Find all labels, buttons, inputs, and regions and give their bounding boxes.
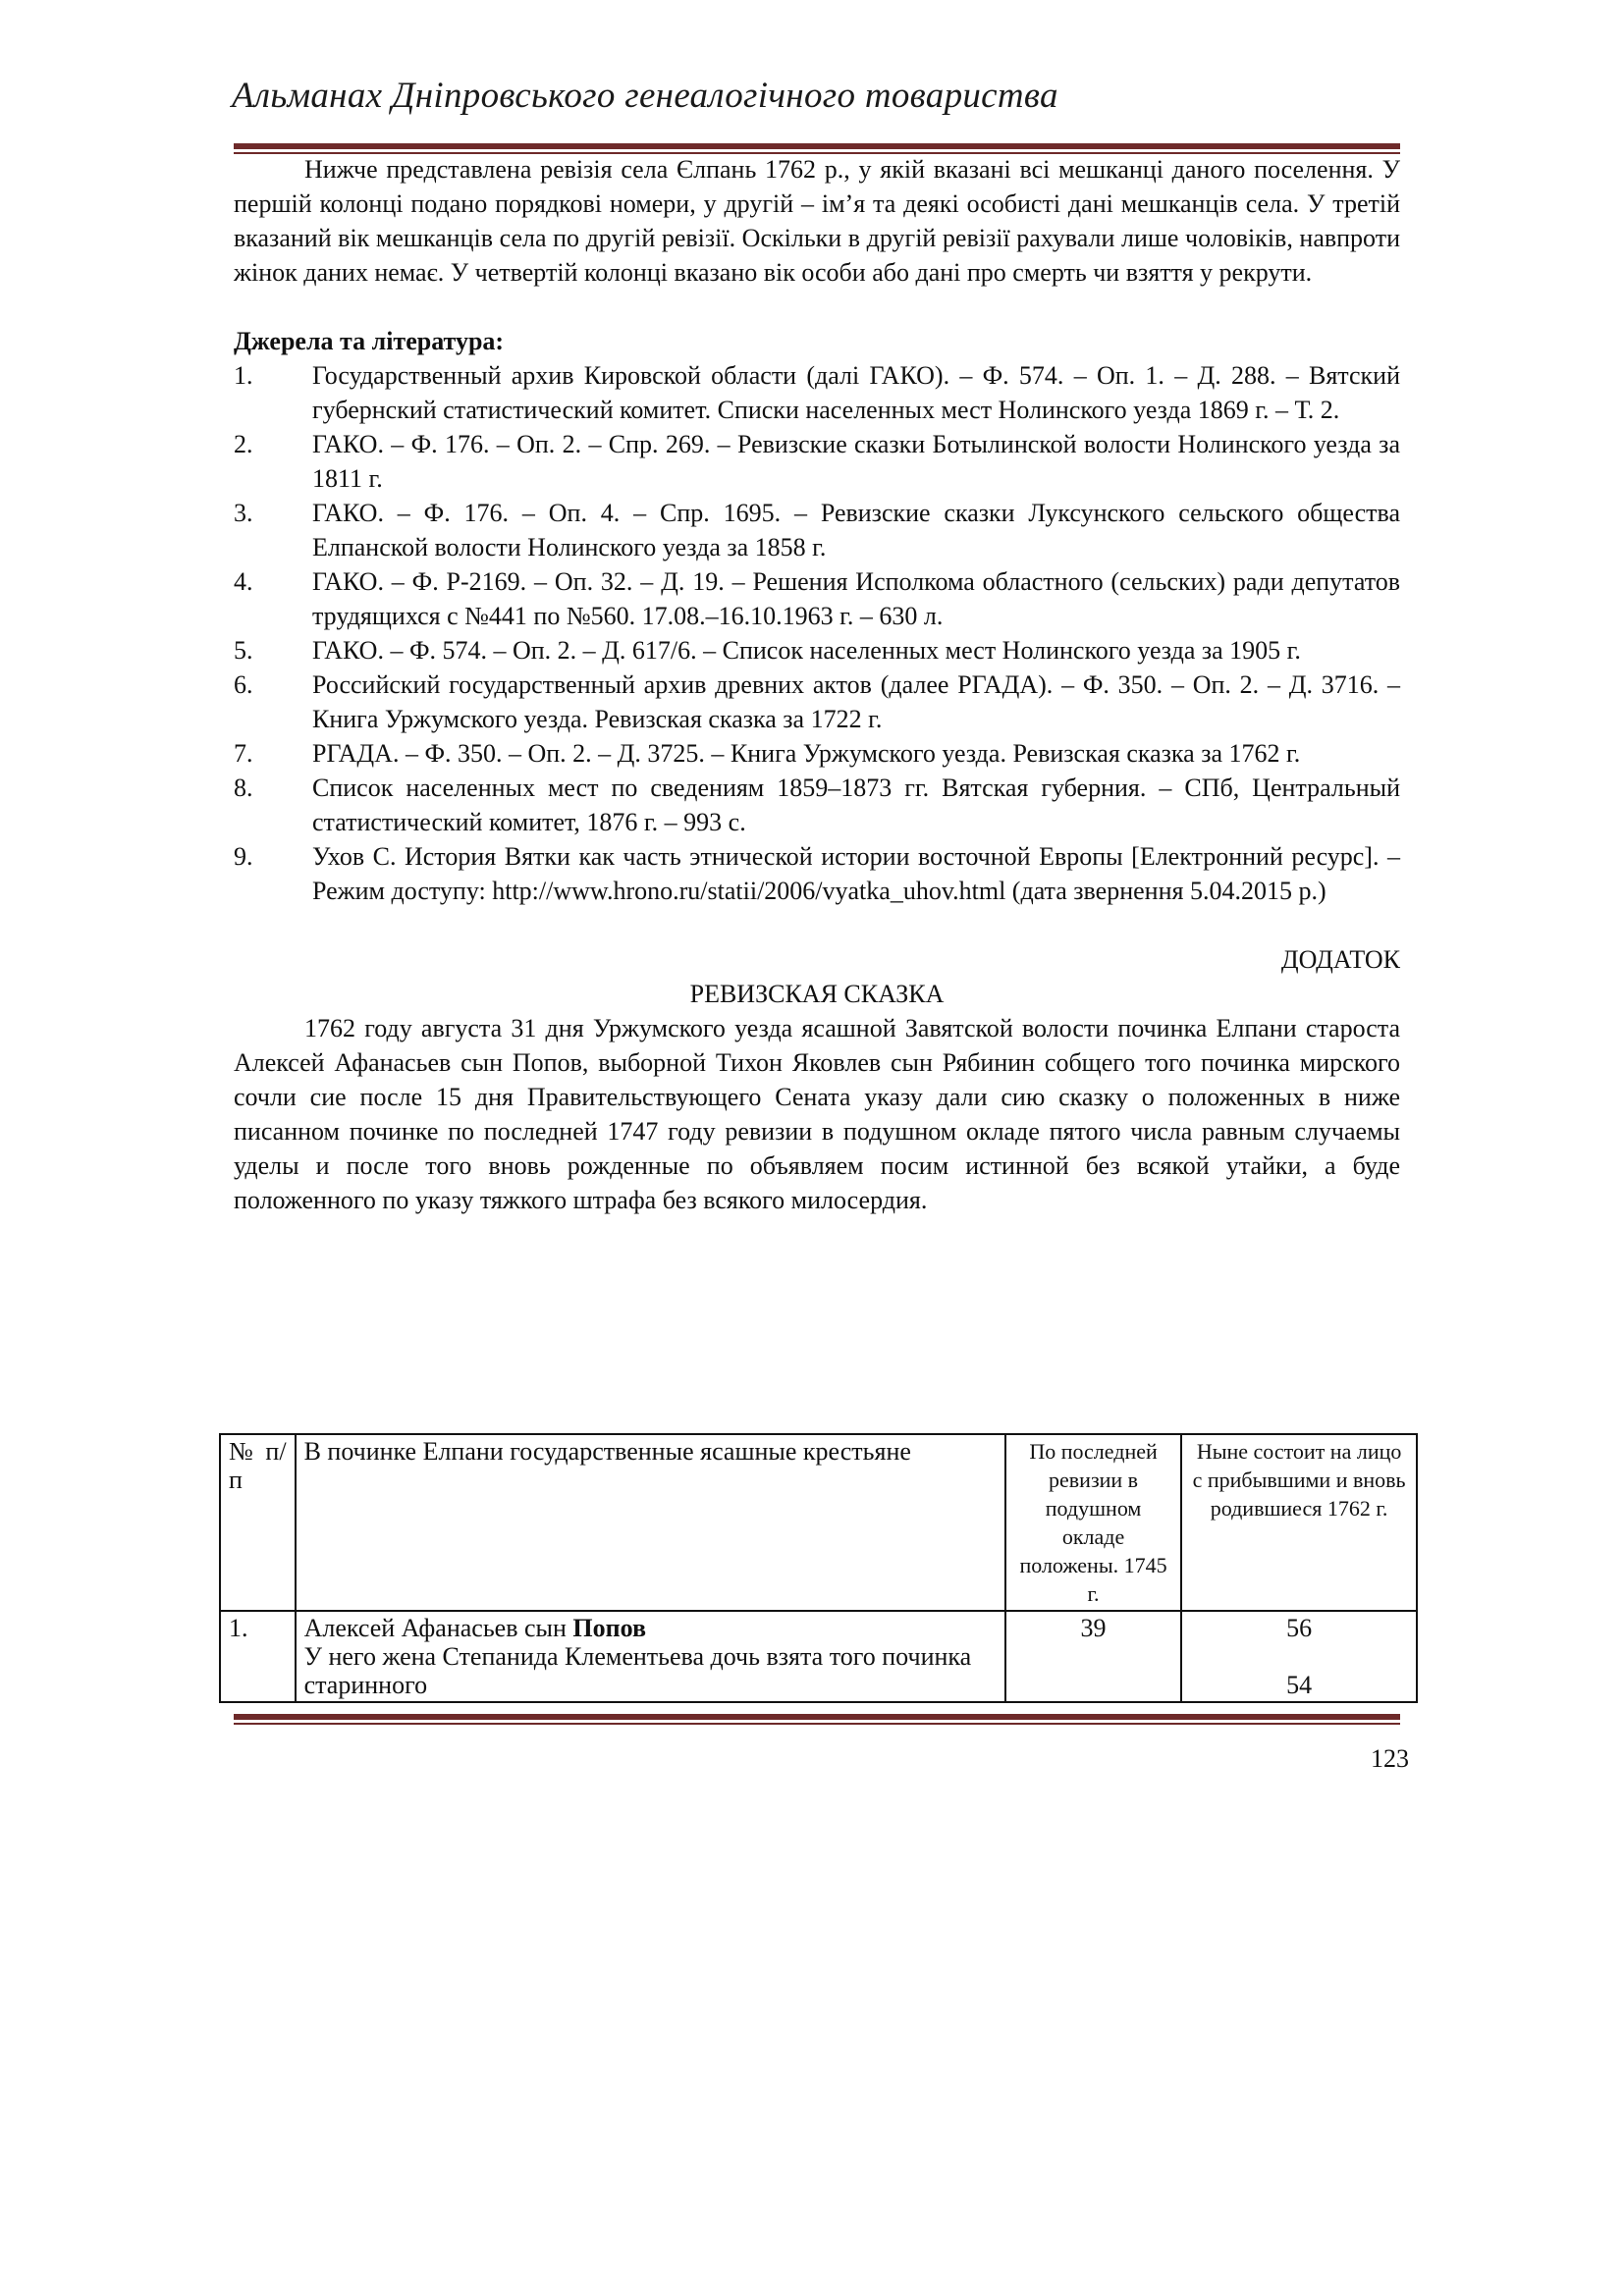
list-item (234, 564, 1400, 633)
list-item (234, 496, 1400, 564)
now1762-value: 56 (1286, 1614, 1313, 1642)
header-name: В починке Елпани государственные ясашные крестьяне (296, 1434, 1005, 1611)
header-num: № п/п (220, 1434, 296, 1611)
reference-text: ГАКО. – Ф. Р-2169. – Оп. 32. – Д. 19. – Решения Исполкома областного (сельских) ради депутатов трудящихся с №441 по №560. 17.08.–16.10.1963 г. – 630 л. (312, 567, 1400, 630)
page-content (234, 152, 1400, 1217)
table-header-row (220, 1434, 1417, 1611)
appendix-label: ДОДАТОК (1280, 945, 1400, 974)
spacer (1190, 1642, 1408, 1671)
person-name: Алексей Афанасьев сын (303, 1614, 573, 1642)
row-now1762 (1181, 1611, 1417, 1702)
now1762-sub-value: 54 (1286, 1671, 1313, 1699)
running-title: Альманах Дніпровського генеалогічного товариства (232, 76, 1058, 116)
reference-text: Ухов С. История Вятки как часть этнической истории восточной Европы [Електронний ресурс]. – Режим доступу: http://www.hrono.ru/statii/2006/vyatka_uhov.html (дата звернення 5.04.2015 р.) (312, 842, 1400, 905)
reference-number: 1. (234, 361, 253, 390)
person-surname: Попов (572, 1614, 647, 1642)
sources-title: Джерела та література: (234, 327, 505, 355)
list-item (234, 839, 1400, 908)
reference-number: 4. (234, 567, 253, 596)
reference-text: Список населенных мест по сведениям 1859–1873 гг. Вятская губерния. – СПб, Центральный статистический комитет, 1876 г. – 993 с. (312, 774, 1400, 836)
reference-text: Российский государственный архив древних актов (далее РГАДА). – Ф. 350. – Оп. 2. – Д. 3716. – Книга Уржумского уезда. Ревизская сказка за 1722 г. (312, 670, 1400, 733)
appendix-title: РЕВИЗСКАЯ СКАЗКА (689, 980, 945, 1008)
census-table (219, 1433, 1418, 1703)
list-item (234, 358, 1400, 427)
page-number: 123 (1371, 1744, 1409, 1773)
reference-number: 9. (234, 842, 253, 871)
row-rev1745: 39 (1005, 1611, 1181, 1702)
reference-number: 5. (234, 636, 253, 665)
reference-text: РГАДА. – Ф. 350. – Оп. 2. – Д. 3725. – Книга Уржумского уезда. Ревизская сказка за 1762 г. (312, 739, 1301, 768)
reference-number: 8. (234, 774, 253, 802)
sources-list (234, 358, 1400, 908)
appendix-paragraph: 1762 году августа 31 дня Уржумского уезда ясашной Завятской волости починка Елпани староста Алексей Афанасьев сын Попов, выборной Тихон Яковлев сын Рябинин собщего того починка мирского сочли сие после 15 дня Правительствующего Сената указу дали сию сказку о положенных в ниже писанном починке по последней 1747 году ревизии в подушном окладе пятого числа равным случаемы уделы и после того вновь рожденные по объявляем посим истинной без всякой утайки, а буде положенного по указу тяжкого штрафа без всякого милосердия. (234, 1014, 1400, 1214)
reference-number: 3. (234, 499, 253, 527)
reference-number: 2. (234, 430, 253, 458)
reference-number: 6. (234, 670, 253, 699)
intro-paragraph: Нижче представлена ревізія села Єлпань 1762 р., у якій вказані всі мешканці даного поселення. У першій колонці подано порядкові номери, у другій – ім’я та деякі особисті дані мешканців села. У третій вказаний вік мешканців села по другій ревізії. Оскільки в другій ревізії рахували лише чоловіків, навпроти жінок даних немає. У четвертій колонці вказано вік особи або дані про смерть чи взяття у рекрути. (234, 155, 1400, 287)
header-now1762: Ныне состоит на лицо с прибывшими и вновь родившиеся 1762 г. (1181, 1434, 1417, 1611)
list-item (234, 667, 1400, 736)
reference-number: 7. (234, 739, 253, 768)
row-num: 1. (220, 1611, 296, 1702)
list-item (234, 736, 1400, 771)
header-rev1745: По последней ревизии в подушном окладе положены. 1745 г. (1005, 1434, 1181, 1611)
reference-text: ГАКО. – Ф. 574. – Оп. 2. – Д. 617/6. – Список населенных мест Нолинского уезда за 1905 г. (312, 636, 1301, 665)
reference-text: ГАКО. – Ф. 176. – Оп. 2. – Спр. 269. – Ревизские сказки Ботылинской волости Нолинского уезда за 1811 г. (312, 430, 1400, 493)
reference-text: ГАКО. – Ф. 176. – Оп. 4. – Спр. 1695. – Ревизские сказки Луксунского сельского общества Елпанской волости Нолинского уезда за 1858 г. (312, 499, 1400, 561)
person-note: У него жена Степанида Клементьева дочь взята того починка старинного (303, 1642, 972, 1699)
list-item (234, 427, 1400, 496)
reference-text: Государственный архив Кировской области (далі ГАКО). – Ф. 574. – Оп. 1. – Д. 288. – Вятский губернский статистический комитет. Списки населенных мест Нолинского уезда 1869 г. – Т. 2. (312, 361, 1400, 424)
table-row (220, 1611, 1417, 1702)
footer-rule (234, 1714, 1400, 1725)
list-item (234, 771, 1400, 839)
list-item (234, 633, 1400, 667)
row-name (296, 1611, 1005, 1702)
